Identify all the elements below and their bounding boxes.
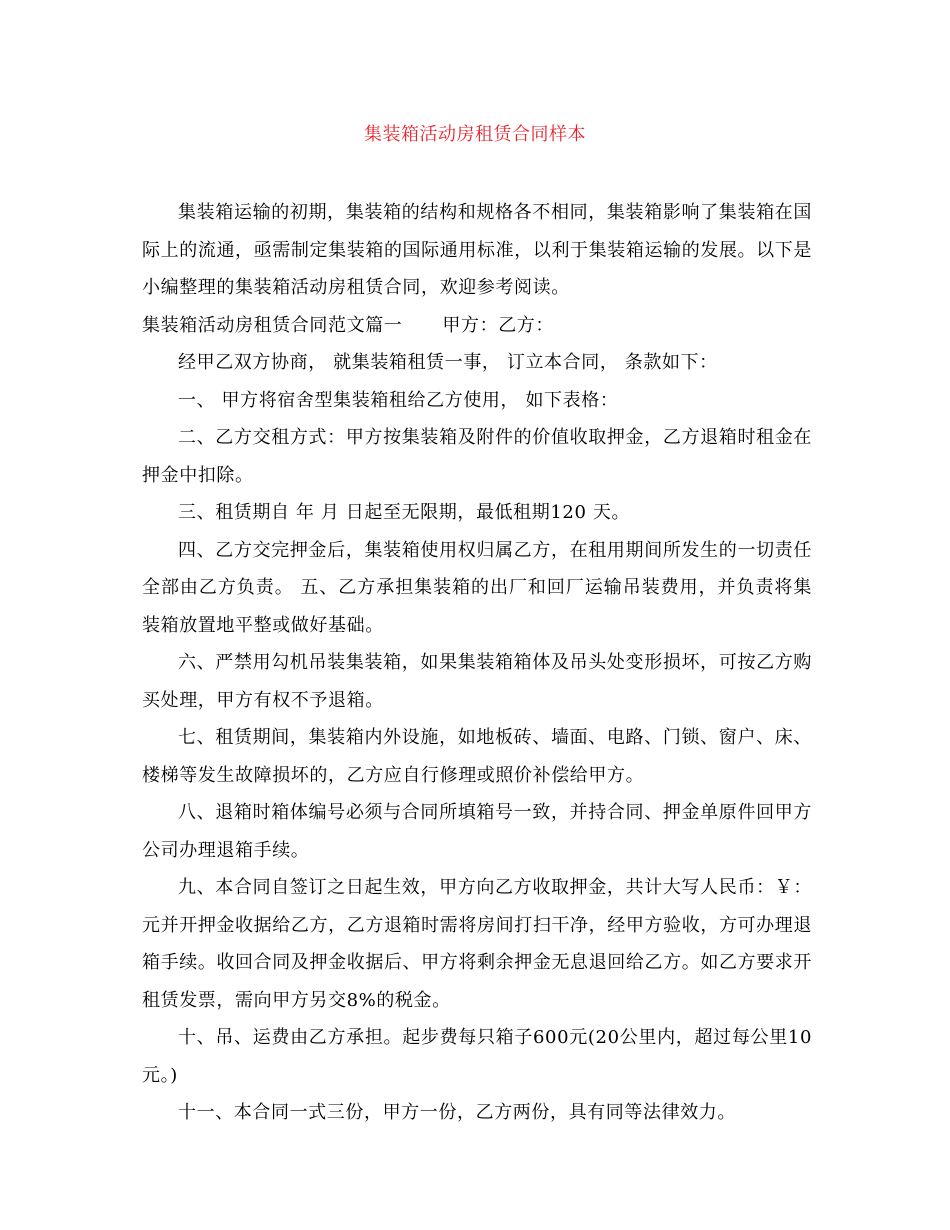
clause-2: 二、乙方交租方式：甲方按集装箱及附件的价值收取押金，乙方退箱时租金在押金中扣除。 [142, 427, 812, 486]
clause-6: 六、严禁用勾机吊装集装箱，如果集装箱箱体及吊头处变形损坏，可按乙方购买处理，甲方有权不予退箱。 [142, 652, 812, 711]
clause-9: 九、本合同自签订之日起生效，甲方向乙方收取押金，共计大写人民币：￥： 元并开押金收据给乙方，乙方退箱时需将房间打扫干净，经甲方验收，方可办理退箱手续。收回合同及押金收据后、甲方将剩余押金无息退回给乙方。如乙方要求开租赁发票，需向甲方另交8%的税金。 [142, 877, 812, 1011]
clause-8: 八、退箱时箱体编号必须与合同所填箱号一致，并持合同、押金单原件回甲方公司办理退箱手续。 [142, 802, 812, 861]
clause-4-5: 四、乙方交完押金后，集装箱使用权归属乙方，在租用期间所发生的一切责任全部由乙方负责。 五、乙方承担集装箱的出厂和回厂运输吊装费用，并负责将集装箱放置地平整或做好基础。 [142, 539, 812, 636]
clause-1: 一、 甲方将宿舍型集装箱租给乙方使用， 如下表格： [178, 389, 619, 411]
opening-paragraph: 经甲乙双方协商， 就集装箱租赁一事， 订立本合同， 条款如下： [178, 352, 718, 373]
intro-paragraph: 集装箱运输的初期，集装箱的结构和规格各不相同，集装箱影响了集装箱在国际上的流通，亟需制定集装箱的国际通用标准，以利于集装箱运输的发展。以下是小编整理的集装箱活动房租赁合同，欢迎参考阅读。 [142, 202, 812, 298]
clause-7: 七、租赁期间，集装箱内外设施，如地板砖、墙面、电路、门锁、窗户、床、楼梯等发生故障损坏的，乙方应自行修理或照价补偿给甲方。 [142, 727, 812, 786]
parties-label: 甲方：乙方： [442, 314, 555, 336]
clause-10: 十、吊、运费由乙方承担。起步费每只箱子600元(20公里内，超过每公里10元。) [142, 1027, 812, 1086]
clause-3: 三、租赁期自 年 月 日起至无限期，最低租期120 天。 [178, 502, 631, 523]
document-body [142, 194, 812, 1132]
document-title: 集装箱活动房租赁合同样本 [364, 124, 586, 145]
clause-11: 十一、本合同一式三份，甲方一份，乙方两份，具有同等法律效力。 [178, 1102, 736, 1123]
section-heading: 集装箱活动房租赁合同范文篇一 [142, 314, 403, 336]
section-heading-line [142, 307, 812, 345]
